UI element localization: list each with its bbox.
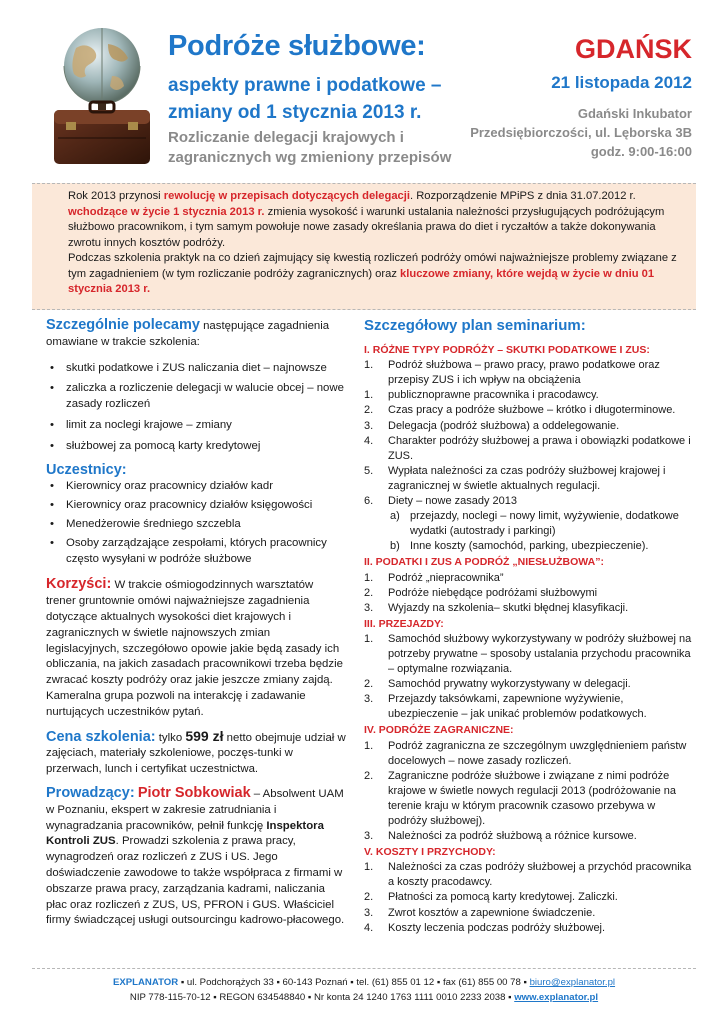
list-item: 2. Podróże niebędące podróżami służbowymi (364, 586, 598, 599)
trainer-role: Inspektora Kontroli ZUS (46, 819, 324, 848)
list-item: 2. Czas pracy a podróże służbowe – krótko i długoterminowe. (364, 404, 676, 417)
price-section (46, 729, 346, 778)
footer-line (32, 990, 696, 1005)
list-item: 1. Podróż służbowa – prawo pracy, prawo podatkowe oraz przepisy ZUS i ich wpływ na obciążenia (364, 359, 660, 387)
sub-list-item: b) Inne koszty (samochód, parking, ubezpieczenie). (390, 540, 649, 553)
list-item: 1. publicznoprawne pracownika i pracodawcy. (364, 389, 599, 402)
footer (32, 968, 696, 1010)
event-venue (452, 104, 692, 161)
list-item: 4. Charakter podróży służbowej a prawa i obowiązki podatkowe i ZUS. (364, 434, 691, 462)
list-item: 1. Należności za czas podróży służbowej a przychód pracownika a koszty pracodawcy. (364, 861, 692, 889)
list-item-text: Podróż służbowa – prawo pracy, prawo podatkowe oraz przepisy ZUS i ich wpływ na obciążenia (388, 359, 660, 387)
subtitle-line: aspekty prawne i podatkowe – (168, 75, 442, 96)
plan-list (364, 571, 694, 616)
price-text: netto obejmuje udział w zajęciach, materiały szkoleniowe, poczęs-tunki w przerwach, lunch i certyfikat uczestnictwa. (46, 731, 346, 776)
page-subtitle (168, 72, 468, 126)
list-item-text: Koszty leczenia podczas podróży służbowej. (388, 921, 606, 934)
footer-brand: EXPLANATOR (112, 977, 179, 988)
recommended-heading: Szczególnie polecamy (46, 318, 200, 333)
list-item: • Menedżerowie średniego szczebla (46, 517, 346, 533)
intro-text: . Rozporządzenie MPiPS z dnia 31.07.2012 r. (410, 190, 636, 202)
globe-suitcase-illustration (46, 26, 158, 166)
trainer-name: Piotr Sobkowiak (137, 784, 251, 801)
email-link[interactable]: biuro@explanator.pl (529, 977, 616, 988)
plan-section-title: IV. PODRÓŻE ZAGRANICZNE: (364, 724, 514, 737)
list-item-text: Przejazdy taksówkami, zapewnione wyżywienie, ubezpieczenie – jak unikać problemów podatkowych. (388, 693, 647, 721)
sub-list (390, 509, 694, 554)
plan-list (364, 358, 694, 554)
list-item-text: Podróż „niepracownika” (388, 571, 504, 584)
event-city: GDAŃSK (574, 34, 692, 64)
trainer-text: – Absolwent UAM w Poznaniu, ekspert w zakresie zatrudniania i wynagradzania pracowników, pełnił funkcję (46, 787, 344, 832)
venue-line: Przedsiębiorczości, ul. Lęborska 3B (470, 125, 692, 140)
list-item: 1. Samochód służbowy wykorzystywany w podróży służbowej na potrzeby prywatne – sposoby ustalania przychodu pracownika – optymalne rozwiązania. (364, 632, 692, 676)
list-item-text: Wypłata należności za czas podróży służbowej krajowej i zagranicznej w świetle aktualnych regulacji. (388, 464, 666, 492)
price-heading: Cena szkolenia: (46, 728, 156, 745)
intro-text: zmienia wysokość i warunki ustalania należności przysługujących podróżującym służbowo pracownikom, i tym samym powołuje nowe zasady określania prawa do diet i ryczałtów a także dokonywania zwrotu innych kosztów podróży. (68, 205, 665, 249)
plan-list (364, 860, 694, 935)
list-item-text: Delegacja (podróż służbowa) a oddelegowanie. (388, 419, 620, 432)
list-item: 3. Wyjazdy na szkolenia– skutki błędnej klasyfikacji. (364, 601, 629, 614)
seminar-plan (364, 318, 694, 936)
list-item-text: Czas pracy a podróże służbowe – krótko i długoterminowe. (388, 404, 676, 417)
benefits-heading: Korzyści: (46, 576, 112, 593)
intro-highlight: kluczowe zmiany, które wejdą w życie w dniu 01 stycznia 2013 r. (68, 267, 655, 295)
plan-list (364, 739, 694, 845)
footer-line (32, 975, 696, 990)
list-item-text: Podróż zagraniczna ze szczególnym uwzględnieniem państw docelowych – nowe zasady rozliczeń. (388, 739, 687, 767)
participants-heading: Uczestnicy: (46, 461, 127, 478)
venue-line: Gdański Inkubator (577, 106, 692, 121)
list-item: 3. Należności za podróż służbową a różnice kursowe. (364, 830, 637, 843)
list-item: 3. Przejazdy taksówkami, zapewnione wyżywienie, ubezpieczenie – jak unikać problemów podatkowych. (364, 693, 647, 721)
list-item: 2. Płatności za pomocą karty kredytowej. Zaliczki. (364, 891, 618, 904)
participants-section (46, 463, 346, 568)
benefits-section (46, 577, 346, 720)
list-item-text: Płatności za pomocą karty kredytowej. Zaliczki. (388, 891, 618, 904)
trainer-text: . Prowadzi szkolenia z prawa pracy, wynagrodzeń oraz rozliczeń z ZUS i US. Jego doświadczenie zawodowe to także współpraca z firmami w obszarze prawa pracy, zarządzania kadrami, naliczania płac oraz rozliczeń z ZUS, US, PFRON i GUS. Właściciel firmy świadczącej usługi outsourcingu kadrowo-płacowego. (46, 835, 345, 927)
header (0, 0, 724, 178)
list-item: 1. Podróż „niepracownika” (364, 571, 504, 584)
list-item: 2. Samochód prywatny wykorzystywany w delegacji. (364, 678, 631, 691)
benefits-text: W trakcie ośmiogodzinnych warsztatów trener gruntownie omówi najważniejsze zagadnienia dotyczące aktualnych wysokości diet krajowych i zagranicznych w świetle najnowszych zmian legislacyjnych, szczegółowo opowie jakie będą zasady ich obliczania, na jakich zasadach pracownikowi trzeba będzie zwracać koszty podróży oraz jakie jeszcze zmiany zajdą. Kameralna grupa pozwoli na interakcję i zadawanie nurtujących uczestników pytań. (46, 579, 343, 718)
plan-section-title: I. RÓŻNE TYPY PODRÓŻY – SKUTKI PODATKOWE I ZUS: (364, 344, 650, 357)
list-item: • zaliczka a rozliczenie delegacji w walucie obcej – nowe zasady rozliczeń (46, 381, 346, 413)
list-item-text: Podróże niebędące podróżami służbowymi (388, 586, 598, 599)
list-item-text: Należności za podróż służbową a różnice kursowe. (388, 830, 637, 843)
website-link[interactable]: www.explanator.pl (514, 992, 599, 1003)
list-item-text: Samochód służbowy wykorzystywany w podróży służbowej na potrzeby prywatne – sposoby ustalania przychodu pracownika – optymalne rozwiązania. (388, 632, 692, 676)
list-item-text: Inne koszty (samochód, parking, ubezpieczenie). (410, 540, 649, 553)
list-item-text: przejazdy, noclegi – nowy limit, wyżywienie, dodatkowe wydatki (autostrady i parkingi) (410, 510, 679, 538)
list-item-text: Samochód prywatny wykorzystywany w delegacji. (388, 678, 631, 691)
intro-box (32, 183, 696, 310)
list-item: • skutki podatkowe i ZUS naliczania diet – najnowsze (46, 361, 346, 377)
list-item: 3. Zwrot kosztów a zapewnione świadczenie. (364, 906, 596, 919)
list-item: 6. Diety – nowe zasady 2013 a) przejazdy, noclegi – nowy limit, wyżywienie, dodatkowe wydatki (autostrady i parkingi) b) Inne koszty (samochód, parking, ubezpieczenie). (364, 494, 694, 554)
plan-list (364, 632, 694, 723)
list-item: • Osoby zarządzające zespołami, których pracownicy często wysyłani w podróże służbowe (46, 536, 346, 568)
recommended-intro: następujące zagadnienia omawiane w trakcie szkolenia: (46, 320, 330, 348)
recommended-list (46, 361, 346, 455)
list-item-text: Należności za czas podróży służbowej a przychód pracownika a koszty pracodawcy. (388, 861, 692, 889)
intro-highlight: wchodzące w życie 1 stycznia 2013 r. (68, 205, 265, 218)
list-item-text: Charakter podróży służbowej a prawa i obowiązki podatkowe i ZUS. (388, 434, 691, 462)
intro-paragraph (68, 251, 684, 298)
intro-text: Rok 2013 przynosi (68, 190, 164, 202)
subtitle-line: zmiany od 1 stycznia 2013 r. (168, 102, 422, 123)
secondary-subtitle: Rozliczanie delegacji krajowych i zagranicznych wg zmieniony przepisów (168, 129, 452, 166)
plan-section-title: II. PODATKI I ZUS A PODRÓŻ „NIESŁUŻBOWA”: (364, 556, 604, 569)
list-item: • limit za noclegi krajowe – zmiany (46, 418, 346, 434)
price-pre: tylko (155, 731, 186, 744)
intro-paragraph (68, 189, 684, 251)
event-hours: godz. 9:00-16:00 (590, 144, 692, 159)
plan-section-title: III. PRZEJAZDY: (364, 617, 444, 630)
event-date: 21 listopada 2012 (551, 73, 692, 92)
intro-text: Podczas szkolenia praktyk na co dzień zajmujący się kwestią rozliczeń podróży omówi najważniejsze problemy związane z tym zagadnieniem (w tym rozliczanie podróży zagranicznych) oraz (68, 252, 677, 280)
page-title: Podróże służbowe: (168, 30, 426, 62)
participants-list (46, 479, 346, 567)
trainer-section (46, 786, 346, 929)
list-item-text: publicznoprawne pracownika i pracodawcy. (388, 389, 599, 402)
list-item-text: Zwrot kosztów a zapewnione świadczenie. (388, 906, 596, 919)
sub-list-item: a) przejazdy, noclegi – nowy limit, wyżywienie, dodatkowe wydatki (autostrady i parkingi) (390, 510, 679, 538)
price-value: 599 zł (185, 727, 224, 744)
list-item-text: Wyjazdy na szkolenia– skutki błędnej klasyfikacji. (388, 601, 629, 614)
footer-contact: ▪ ul. Podchorążych 33 ▪ 60-143 Poznań ▪ tel. (61) 855 01 12 ▪ fax (61) 855 00 78 ▪ (178, 977, 530, 988)
list-item: 4. Koszty leczenia podczas podróży służbowej. (364, 921, 606, 934)
list-item: 3. Delegacja (podróż służbowa) a oddelegowanie. (364, 419, 620, 432)
list-item: 5. Wypłata należności za czas podróży służbowej krajowej i zagranicznej w świetle aktualnych regulacji. (364, 464, 666, 492)
plan-heading: Szczegółowy plan seminarium: (364, 317, 586, 334)
list-item-text: Zagraniczne podróże służbowe i związane z nimi podróże krajowe w świetle nowych regulacji 2013 (podróżowanie na terenie kraju w którym pracownik czasowo przebywa w podróży służbowej). (388, 769, 676, 827)
list-item: • Kierownicy oraz pracownicy działów kadr (46, 479, 346, 495)
list-item-text: Diety – nowe zasady 2013 (388, 495, 518, 508)
recommended-section (46, 318, 346, 455)
intro-highlight: rewolucję w przepisach dotyczących delegacji (163, 190, 410, 202)
list-item: • Kierownicy oraz pracownicy działów księgowości (46, 498, 346, 514)
left-column (46, 318, 346, 929)
plan-section-title: V. KOSZTY I PRZYCHODY: (364, 846, 496, 859)
trainer-heading: Prowadzący: (46, 784, 135, 801)
list-item: 2. Zagraniczne podróże służbowe i związane z nimi podróże krajowe w świetle nowych regulacji 2013 (podróżowanie na terenie kraju w którym pracownik czasowo przebywa w podróży służbowej). (364, 769, 676, 827)
footer-registry: NIP 778-115-70-12 ▪ REGON 634548840 ▪ Nr konta 24 1240 1763 1111 0010 2233 2038 ▪ (129, 992, 515, 1003)
list-item: • służbowej za pomocą karty kredytowej (46, 439, 346, 455)
list-item: 1. Podróż zagraniczna ze szczególnym uwzględnieniem państw docelowych – nowe zasady rozliczeń. (364, 739, 687, 767)
